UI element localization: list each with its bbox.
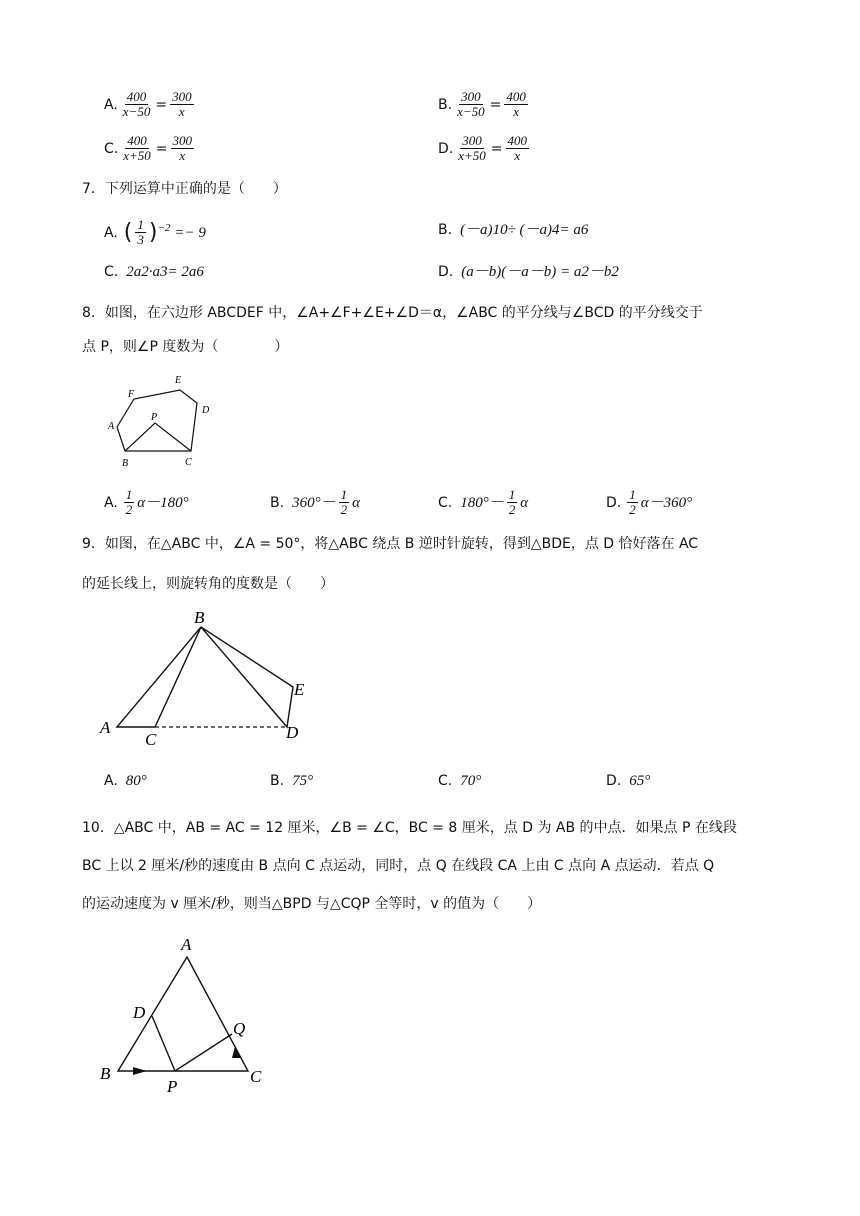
fraction: $\frac{1}{3}$ <box>137 217 144 247</box>
fraction: $\frac{300}{x}$ <box>172 89 192 119</box>
q7-option-b: B. (－a) 10 ÷ (－a) 4 = a 6 <box>438 222 589 238</box>
label-a: A <box>100 718 111 737</box>
q8-option-c: C. 180°－ $\frac{1}{2}$ α <box>438 487 529 517</box>
label-p: P <box>167 1077 178 1095</box>
fraction: $\frac{400}{x-50}$ <box>122 89 151 119</box>
q9-option-a: A. 80° <box>104 773 147 789</box>
q7-stem: 7．下列运算中正确的是（ ） <box>82 181 287 197</box>
q6-option-c: C. $\frac{400}{x+50}$ = $\frac{300}{x}$ <box>104 133 193 163</box>
fraction: $\frac{1}{2}$ <box>629 487 636 517</box>
q9-stem-line2: 的延长线上，则旋转角的度数是（ ） <box>82 576 334 592</box>
q10-triangle-figure <box>95 930 275 1095</box>
label-d: D <box>286 723 299 742</box>
q6-option-a: A. $\frac{400}{x-50}$ = $\frac{300}{x}$ <box>104 89 192 119</box>
q9-option-d: D. 65° <box>606 773 651 789</box>
fraction: $\frac{300}{x}$ <box>172 133 193 163</box>
label-d: D <box>202 405 210 416</box>
fraction: $\frac{400}{x+50}$ <box>123 133 151 163</box>
q10-stem-line2: BC 上以 2 厘米/秒的速度由 B 点向 C 点运动，同时，点 Q 在线段 CA 上由 C 点向 A 点运动．若点 Q <box>82 858 715 874</box>
label-a: A <box>108 421 115 432</box>
segments-dp-pq <box>152 1016 232 1071</box>
label-c: C <box>185 457 192 468</box>
q6-option-d: D. $\frac{300}{x+50}$ = $\frac{400}{x}$ <box>438 133 528 163</box>
label-q: Q <box>233 1019 246 1038</box>
label-c: C <box>250 1067 262 1086</box>
q8-option-d: D. $\frac{1}{2}$ α－360° <box>606 487 693 517</box>
label-a: A <box>181 935 192 954</box>
label-e: E <box>294 680 305 699</box>
arrow-b-to-p <box>133 1067 147 1075</box>
q8-option-b: B. 360°－ $\frac{1}{2}$ α <box>270 487 360 517</box>
fraction: $\frac{400}{x}$ <box>506 89 526 119</box>
label-d: D <box>133 1003 146 1022</box>
fraction: $\frac{1}{2}$ <box>508 487 516 517</box>
q8-option-a: A. $\frac{1}{2}$ α－180° <box>104 487 189 517</box>
q7-option-a: A. ( $\frac{1}{3}$ ) $^{-2}$ =− 9 <box>104 217 206 247</box>
label-b: B <box>194 608 205 627</box>
fraction: $\frac{1}{2}$ <box>125 487 133 517</box>
q8-stem-line1: 8．如图，在六边形 ABCDEF 中，∠A+∠F+∠E+∠D＝α，∠ABC 的平分线与∠BCD 的平分线交于 <box>82 305 703 321</box>
q9-option-b: B. 75° <box>270 773 314 789</box>
fraction: $\frac{1}{2}$ <box>340 487 348 517</box>
label-p: P <box>151 412 158 423</box>
q10-stem-line1: 10．△ABC 中，AB = AC = 12 厘米，∠B = ∠C，BC = 8 厘米，点 D 为 AB 的中点．如果点 P 在线段 <box>82 820 737 836</box>
q7-option-d: D. (a－b)(－a－b) = a 2 －b 2 <box>438 264 619 280</box>
fraction: $\frac{400}{x}$ <box>507 133 528 163</box>
q9-option-c: C. 70° <box>438 773 482 789</box>
q8-hexagon-figure <box>100 368 230 473</box>
label-f: F <box>128 389 135 400</box>
fraction: $\frac{300}{x-50}$ <box>457 89 485 119</box>
q9-stem-line1: 9．如图，在△ABC 中，∠A = 50°，将△ABC 绕点 B 逆时针旋转，得到△BDE，点 D 恰好落在 AC <box>82 536 699 552</box>
fraction: $\frac{300}{x+50}$ <box>458 133 486 163</box>
q8-stem-line2: 点 P，则∠P 度数为（ ） <box>82 339 289 355</box>
q6-option-b: B. $\frac{300}{x-50}$ = $\frac{400}{x}$ <box>438 89 526 119</box>
arrow-c-to-q <box>232 1046 241 1058</box>
bisector-lines <box>125 423 191 451</box>
q7-option-c: C. 2a 2 · a 3 = 2a 6 <box>104 264 204 280</box>
label-b: B <box>100 1064 111 1083</box>
label-c: C <box>145 730 157 749</box>
triangle-abc <box>117 627 201 727</box>
label-e: E <box>175 375 182 386</box>
q9-rotation-figure <box>95 605 325 750</box>
label-b: B <box>122 458 129 469</box>
triangle-bde <box>201 627 293 727</box>
q10-stem-line3: 的运动速度为 v 厘米/秒，则当△BPD 与△CQP 全等时，v 的值为（ ） <box>82 896 542 912</box>
